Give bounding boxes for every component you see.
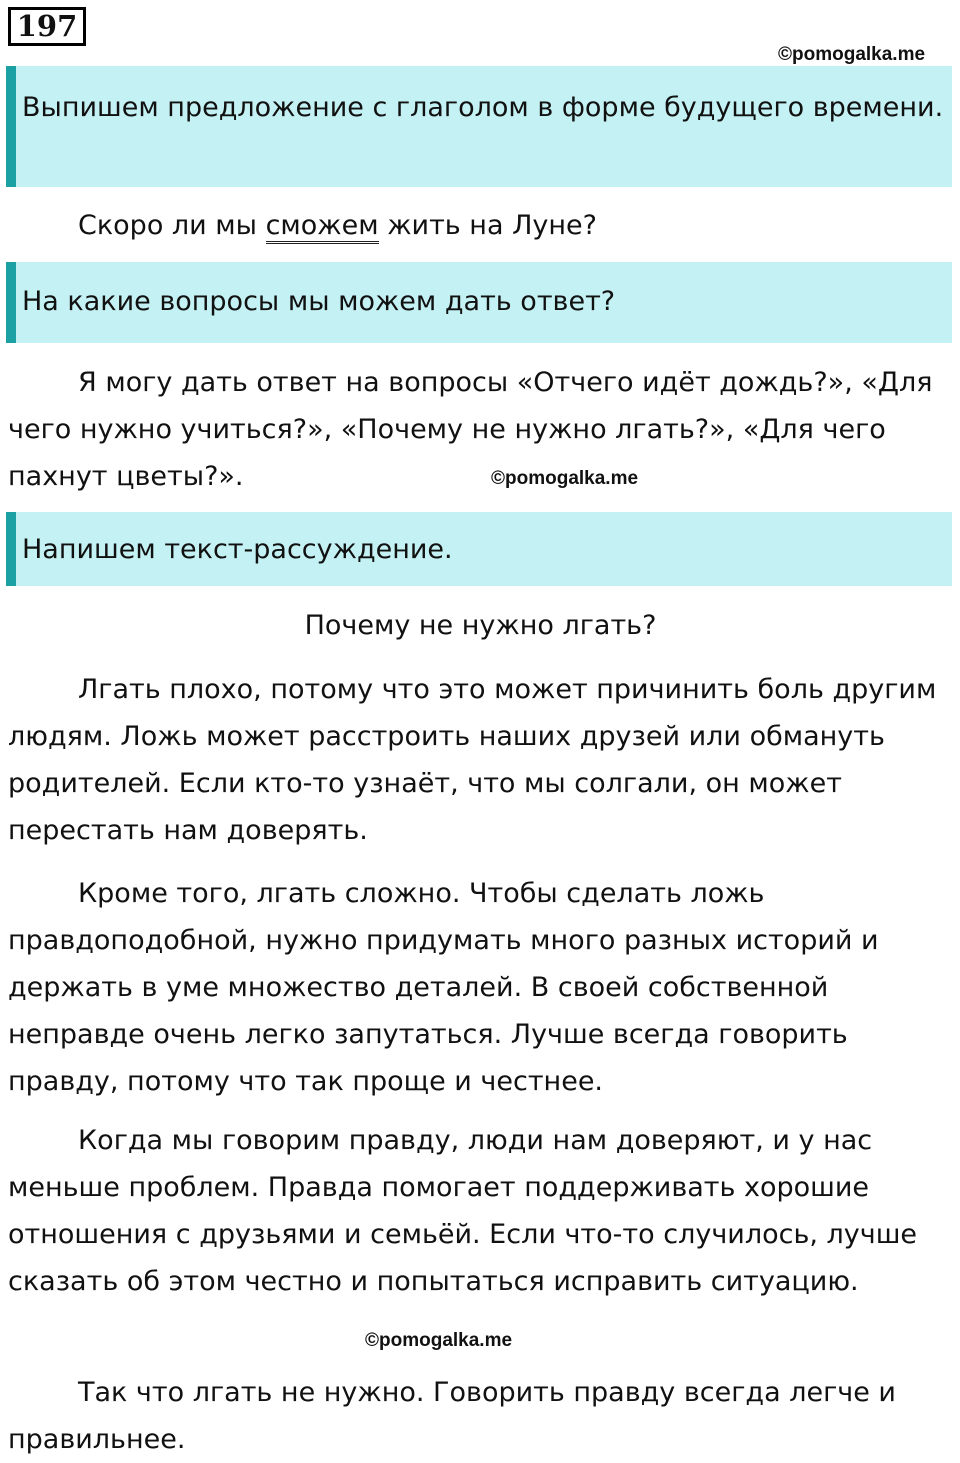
answer-2-text: Я могу дать ответ на вопросы «Отчего идёт дождь?», «Для чего нужно учиться?», «Почему не нужно лгать?», «Для чего пахнут цветы?». <box>8 367 933 492</box>
essay-paragraph-1: Лгать плохо, потому что это может причинить боль другим людям. Ложь может расстроить наших друзей или обмануть родителей. Если кто-то узнаёт, что мы солгали, он может перестать нам доверять. <box>8 674 937 846</box>
task-3-text: Напишем текст-рассуждение. <box>22 534 453 565</box>
future-verb: сможем <box>266 210 379 244</box>
essay-paragraph <box>8 870 953 1105</box>
exercise-number: 197 <box>8 7 86 46</box>
watermark-bottom: ©pomogalka.me <box>365 1330 513 1351</box>
task-2-text: На какие вопросы мы можем дать ответ? <box>22 286 616 317</box>
answer-1-before: Скоро ли мы <box>78 210 266 241</box>
essay-paragraph <box>8 1117 953 1305</box>
task-1-text: Выпишем предложение с глаголом в форме будущего времени. <box>22 92 944 123</box>
essay-paragraph-3: Когда мы говорим правду, люди нам доверяют, и у нас меньше проблем. Правда помогает поддерживать хорошие отношения с друзьями и семьёй. Если что-то случилось, лучше сказать об этом честно и попытаться исправить ситуацию. <box>8 1125 918 1297</box>
essay-paragraph <box>8 1369 953 1463</box>
essay-title: Почему не нужно лгать? <box>304 610 657 641</box>
watermark-top: ©pomogalka.me <box>778 44 926 65</box>
task-box-2 <box>6 262 952 343</box>
answer-1-after: жить на Луне? <box>378 210 597 241</box>
watermark-middle: ©pomogalka.me <box>491 468 639 489</box>
essay-paragraph-4: Так что лгать не нужно. Говорить правду всегда легче и правильнее. <box>8 1377 896 1455</box>
essay-paragraph <box>8 666 953 854</box>
essay-paragraph-2: Кроме того, лгать сложно. Чтобы сделать ложь правдоподобной, нужно придумать много разных историй и держать в уме множество деталей. В своей собственной неправде очень легко запутаться. Лучше всегда говорить правду, потому что так проще и честнее. <box>8 878 879 1097</box>
task-box-1 <box>6 66 952 187</box>
answer-1 <box>8 204 953 248</box>
answer-2 <box>8 359 953 500</box>
task-box-3 <box>6 512 952 586</box>
